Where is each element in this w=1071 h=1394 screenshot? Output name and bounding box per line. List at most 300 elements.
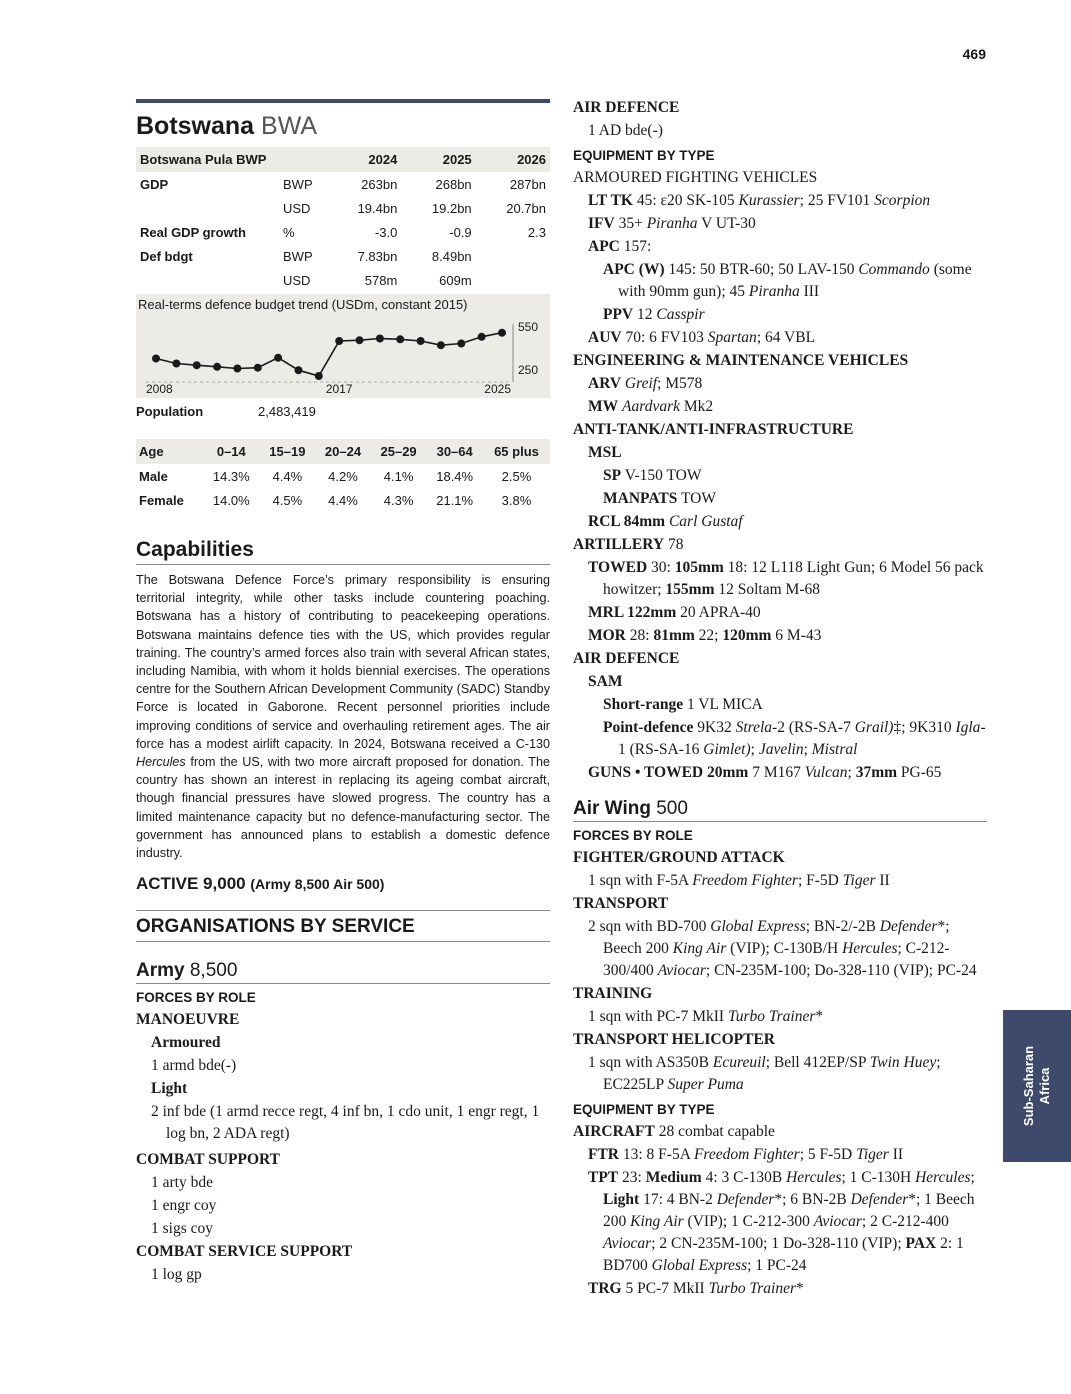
text: Spartan [707,329,757,346]
engr-entry: 1 engr coy [151,1197,217,1215]
capabilities-text-italic: Hercules [136,755,186,770]
text: Hercules [915,1169,971,1186]
cell-value: 19.4bn [357,200,398,216]
auv-entry [573,327,987,349]
equipment-by-type-heading: EQUIPMENT BY TYPE [573,1102,715,1117]
text: V-150 TOW [621,467,702,484]
economic-table [136,147,550,292]
text: Gimlet) [703,741,751,758]
active-sub: (Army 8,500 Air 500) [250,876,385,893]
msl-heading: MSL [588,444,622,461]
y-tick-label: 550 [518,320,539,334]
table-row [136,464,550,488]
arty-entry: 1 arty bde [151,1174,213,1192]
equipment-by-type-heading: EQUIPMENT BY TYPE [573,148,715,163]
sigs-entry: 1 sigs coy [151,1220,213,1238]
region-side-tab [1003,1010,1071,1162]
text: 120mm [722,627,772,644]
air-wing-name: Air Wing [573,798,651,819]
text: Casspir [656,306,705,323]
population-value: 2,483,419 [258,404,316,419]
training-entry [573,1006,987,1028]
text: Defender [716,1191,775,1208]
series-line [156,333,502,376]
text: -1 (RS-SA-16 [618,719,986,758]
data-point [274,354,282,362]
text: 4: 3 C-130B [701,1169,787,1186]
economic-table-header [136,147,550,172]
apc-label: APC [588,238,620,255]
text: Igla [955,719,981,736]
rcl-label: RCL 84mm [588,513,666,530]
mrl-entry [573,602,987,624]
text: 17: 4 BN-2 [639,1191,717,1208]
age-header: Age [136,439,203,464]
text: Defender [850,1191,909,1208]
armoured-heading: Armoured [151,1034,221,1052]
text: 81mm [653,627,695,644]
text: ; 2 CN-235M-100; 1 Do-328-110 (VIP); [651,1235,906,1252]
text: Piranha [748,283,800,300]
text: 157: [619,238,652,255]
transport-helicopter-entry [573,1052,987,1096]
active-strength [136,874,550,894]
inf-bde-entry: 2 inf bde (1 armd recce regt, 4 inf bn, 1 cdo unit, 1 engr regt, 1 log bn, 2 ADA regt) [151,1103,540,1143]
text: * [815,1008,824,1025]
text: 2: 1 BD700 [603,1235,964,1274]
mw-label: MW [588,398,619,415]
towed-entry [573,557,987,601]
text: ; Bell 412EP/SP [765,1054,870,1071]
unit-header [279,147,327,172]
apc-w-label: APC (W) [603,261,665,278]
text: 6 M-43 [771,627,822,644]
age-header: 25–29 [371,439,427,464]
air-wing-heading [573,798,987,822]
header-rule [136,99,550,103]
training-heading: TRAINING [573,985,653,1002]
data-point [457,340,465,348]
text: Piranha [646,215,698,232]
text: Freedom Fighter [692,872,798,889]
lt-tk-entry [573,190,987,212]
text: 78 [664,536,684,553]
age-header: 0–14 [203,439,260,464]
text: 145: 50 BTR-60; 50 LAV-150 [664,261,859,278]
text: * [796,1280,804,1297]
text: Turbo Trainer [708,1280,797,1297]
transport-entry [573,916,987,982]
cell-value: 8.49bn [431,248,472,264]
population-label: Population [136,404,204,419]
text: 1 sqn with AS350B [588,1054,713,1071]
population-row [136,404,550,419]
table-row [136,244,550,268]
fga-entry [573,870,987,892]
trg-label: TRG [588,1280,622,1297]
cell-value: 268bn [435,176,472,192]
text: Aviocar [813,1213,862,1230]
rcl-entry [573,511,987,533]
arv-entry [573,373,987,395]
text: ; 1 PC-24 [747,1257,807,1274]
table-row [136,268,550,292]
text: Freedom Fighter [693,1146,800,1163]
text: Kurassier [738,192,800,209]
x-tick-label: 2025 [484,382,511,396]
text: Commando [858,261,930,278]
table-row [136,172,550,196]
text: Grail) [854,719,894,736]
right-column [573,96,987,1300]
org-heading: ORGANISATIONS BY SERVICE [136,910,550,942]
text: (VIP); C-130B/H [726,940,843,957]
year-header: 2024 [327,147,401,172]
text: 35+ [614,215,647,232]
data-point [254,364,262,372]
text: 1 VL MICA [683,696,763,713]
text: ; 64 VBL [756,329,816,346]
text: Mk2 [679,398,714,415]
cell-value: 263bn [361,176,398,192]
cell-value: 2.5% [501,468,532,484]
aircraft-entry [573,1121,987,1143]
text: III [799,283,820,300]
text: 7 M167 [748,764,805,781]
ifv-label: IFV [588,215,615,232]
text: 105mm [674,559,724,576]
guns-label: GUNS • TOWED 20mm [588,764,749,781]
cell-value [476,268,550,292]
artillery-label: ARTILLERY [573,536,665,553]
cell-value: 7.83bn [357,248,398,264]
currency-header: Botswana Pula BWP [136,147,279,172]
capabilities-text-b: from the US, with two more aircraft proposed for donation. The country has shown an interest in replacing its ageing combat aircraft, though financial pressures have slowed progress. The country has a limited maintenance capacity but no defence-manufacturing sector. The government has announced plans to establish a domestic defence industry. [136,755,550,861]
mrl-label: MRL 122mm [588,604,677,621]
cell-value: 609m [439,272,472,288]
text: 28: [625,627,654,644]
age-table-header [136,439,550,464]
sp-label: SP [603,467,622,484]
tpt-entry [573,1167,987,1277]
emv-heading: ENGINEERING & MAINTENANCE VEHICLES [573,352,909,369]
arv-label: ARV [588,375,622,392]
text: -2 (RS-SA-7 [772,719,855,736]
point-defence-entry [573,717,987,761]
mw-entry [573,396,987,418]
text: Aardvark [622,398,680,415]
text: (some with 90mm gun); 45 [618,261,972,300]
cell-value: 4.4% [272,468,303,484]
text: ; F-5D [797,872,843,889]
text: Tiger [842,872,876,889]
text: 30: [647,559,675,576]
army-name: Army [136,960,185,982]
text: TOW [677,490,716,507]
region-line1: Sub-Saharan [1021,1045,1036,1127]
forces-by-role-heading: FORCES BY ROLE [136,990,256,1006]
text: ; C-212-300/400 [603,940,950,979]
cell-value: 21.1% [436,492,474,508]
row-label [136,268,279,292]
text: Tiger [856,1146,889,1163]
capabilities-text [136,571,550,862]
text: 20 APRA-40 [676,604,761,621]
air-wing-strength: 500 [656,798,688,819]
mor-label: MOR [588,627,626,644]
data-point [152,355,160,363]
ifv-entry [573,213,987,235]
row-label: GDP [140,176,169,192]
air-defence-2-heading: AIR DEFENCE [573,650,680,667]
text: 22; [694,627,723,644]
text: Twin Huey [869,1054,937,1071]
log-entry: 1 log gp [151,1266,202,1284]
text: Hercules [786,1169,842,1186]
aircraft-label: AIRCRAFT [573,1123,655,1140]
trend-svg [136,294,550,398]
text: Ecureuil [712,1054,766,1071]
text: 1 sqn with F-5A [588,872,693,889]
ftr-label: FTR [588,1146,619,1163]
row-label [136,196,279,220]
cell-value: 4.3% [383,492,414,508]
text: 28 combat capable [654,1123,775,1140]
text: ‡; 9K310 [893,719,956,736]
cell-value: 19.2bn [431,200,472,216]
y-tick-label: 250 [518,363,539,377]
text: Global Express [710,918,806,935]
cell-value: 287bn [509,176,546,192]
text: Scorpion [874,192,931,209]
age-header: 30–64 [426,439,483,464]
army-heading [136,960,550,984]
data-point [356,336,364,344]
text: PAX [905,1235,937,1252]
lt-tk-label: LT TK [588,192,633,209]
text: ; [847,764,856,781]
cell-value: 18.4% [436,468,474,484]
text: 45: ε20 SK-105 [632,192,739,209]
manpats-label: MANPATS [603,490,678,507]
text: Javelin [758,741,804,758]
text: ; 1 C-130H [841,1169,916,1186]
cell-value: 3.8% [501,492,532,508]
text: 70: 6 FV103 [621,329,708,346]
left-column [136,99,550,1286]
table-row [136,220,550,244]
text: Global Express [651,1257,748,1274]
cell-value: 4.5% [272,492,303,508]
row-label: Female [139,492,184,508]
text: ; EC225LP [603,1054,941,1093]
text: Defender [879,918,938,935]
text: Light [603,1191,640,1208]
text: King Air [630,1213,684,1230]
tpt-label: TPT [588,1169,619,1186]
text: 13: 8 F-5A [619,1146,694,1163]
manpats-entry [573,488,987,510]
text: *; Beech 200 [603,918,950,957]
text: ; [750,741,759,758]
active-main: ACTIVE 9,000 [136,874,246,894]
text: Carl Gustaf [668,513,743,530]
row-unit: BWP [283,176,313,192]
text: 12 [633,306,657,323]
text: 18: 12 L118 Light Gun; 6 Model 56 pack howitzer; [603,559,984,598]
ftr-entry [573,1144,987,1166]
text: King Air [672,940,727,957]
year-header: 2026 [476,147,550,172]
cell-value: 4.1% [383,468,414,484]
data-point [498,329,506,337]
trg-entry [573,1278,987,1300]
text: 12 Soltam M-68 [714,581,820,598]
transport-heading: TRANSPORT [573,895,669,912]
country-title [136,111,550,141]
auv-label: AUV [588,329,622,346]
cell-value: 578m [364,272,398,288]
x-tick-label: 2008 [146,382,173,396]
mor-entry [573,625,987,647]
manoeuvre-heading: MANOEUVRE [136,1011,240,1029]
afv-heading: ARMOURED FIGHTING VEHICLES [573,169,818,186]
text: 2 sqn with BD-700 [588,918,711,935]
data-point [478,333,486,341]
data-point [193,361,201,369]
text: ; 25 FV101 [799,192,875,209]
data-point [213,363,221,371]
air-defence-heading: AIR DEFENCE [573,99,680,116]
text: Turbo Trainer [727,1008,816,1025]
text: ; [970,1169,975,1186]
data-point [437,341,445,349]
text: ; 5 F-5D [799,1146,857,1163]
fga-heading: FIGHTER/GROUND ATTACK [573,849,785,866]
data-point [295,366,303,374]
budget-trend-chart [136,294,550,398]
text: ; [803,741,812,758]
transport-helicopter-heading: TRANSPORT HELICOPTER [573,1031,775,1048]
text: *; 1 Beech 200 [603,1191,975,1230]
css-heading: COMBAT SERVICE SUPPORT [136,1243,353,1261]
forces-by-role-heading: FORCES BY ROLE [573,828,693,843]
text: Aviocar [657,962,706,979]
text: Vulcan [804,764,848,781]
text: Strela [735,719,773,736]
text: Super Puma [667,1076,744,1093]
data-point [233,365,241,373]
row-unit: BWP [283,248,313,264]
table-row [136,196,550,220]
text: ; BN-2/-2B [805,918,880,935]
table-row [136,488,550,512]
text: (VIP); 1 C-212-300 [683,1213,814,1230]
row-label: Real GDP growth [140,224,246,240]
text: 155mm [665,581,715,598]
data-point [396,335,404,343]
text: II [888,1146,904,1163]
guns-entry [573,762,987,784]
text: 1 sqn with PC-7 MkII [588,1008,728,1025]
towed-label: TOWED [588,559,648,576]
sp-entry [573,465,987,487]
cell-value: -0.9 [449,224,472,240]
capabilities-text-a: The Botswana Defence Force’s primary responsibility is ensuring territorial integrity, while other tasks include countering poaching. Botswana has a history of contributing to peacekeeping operations. Botswana maintains defence ties with the US, which provides regular training. The country’s armed forces also train with several African states, including Namibia, with whom it holds biennial exercises. The operations centre for the Southern African Development Community (SADC) Standby Force is located in Gaborone. Recent personnel priorities include improving conditions of service and overhauling retirement ages. The air force has a modest airlift capacity. In 2024, Botswana received a C-130 [136,573,550,751]
capabilities-heading: Capabilities [136,538,550,565]
data-point [417,337,425,345]
text: Greif [624,375,658,392]
text: 5 PC-7 MkII [621,1280,709,1297]
data-point [172,360,180,368]
age-header: 20–24 [315,439,371,464]
point-defence-label: Point-defence [603,719,694,736]
text: ; 2 C-212-400 [861,1213,949,1230]
cell-value: 20.7bn [506,200,546,216]
row-label: Def bdgt [140,248,193,264]
sam-heading: SAM [588,673,623,690]
chart-title: Real-terms defence budget trend (USDm, constant 2015) [138,297,468,312]
text: PG-65 [897,764,942,781]
text: II [875,872,890,889]
text: Medium [645,1169,702,1186]
artillery-entry [573,534,987,556]
page-number: 469 [962,46,986,62]
at-heading: ANTI-TANK/ANTI-INFRASTRUCTURE [573,421,854,438]
ppv-entry [573,304,987,326]
text: ; M578 [657,375,703,392]
text: Mistral [811,741,858,758]
data-point [315,372,323,380]
combat-support-heading: COMBAT SUPPORT [136,1151,280,1169]
short-range-entry [573,694,987,716]
cell-value: 4.2% [328,468,358,484]
age-header: 15–19 [260,439,316,464]
text: 9K32 [693,719,736,736]
cell-value [476,244,550,268]
apc-w-entry [573,259,987,303]
data-point [376,335,384,343]
year-header: 2025 [401,147,475,172]
x-tick-label: 2017 [325,382,353,396]
cell-value: -3.0 [374,224,398,240]
apc-entry [573,236,987,258]
row-unit: % [283,224,295,240]
row-unit: USD [283,272,311,288]
country-name: Botswana [136,112,255,140]
text: Hercules [842,940,898,957]
age-table [136,439,550,512]
cell-value: 14.0% [212,492,250,508]
ad-bde-entry: 1 AD bde(-) [588,122,663,139]
cell-value: 4.4% [328,492,358,508]
text: ; CN-235M-100; Do-328-110 (VIP); PC-24 [705,962,977,979]
age-header: 65 plus [483,439,550,464]
armd-bde-entry: 1 armd bde(-) [151,1057,237,1075]
data-point [335,337,343,345]
short-range-label: Short-range [603,696,684,713]
row-label: Male [139,468,168,484]
cell-value: 2.3 [527,224,546,240]
light-heading: Light [151,1080,188,1098]
text: Aviocar [603,1235,652,1252]
text: 37mm [855,764,898,781]
region-label [1021,1046,1053,1126]
text: 23: [618,1169,646,1186]
text: V UT-30 [697,215,756,232]
text: *; 6 BN-2B [774,1191,851,1208]
ppv-label: PPV [603,306,634,323]
